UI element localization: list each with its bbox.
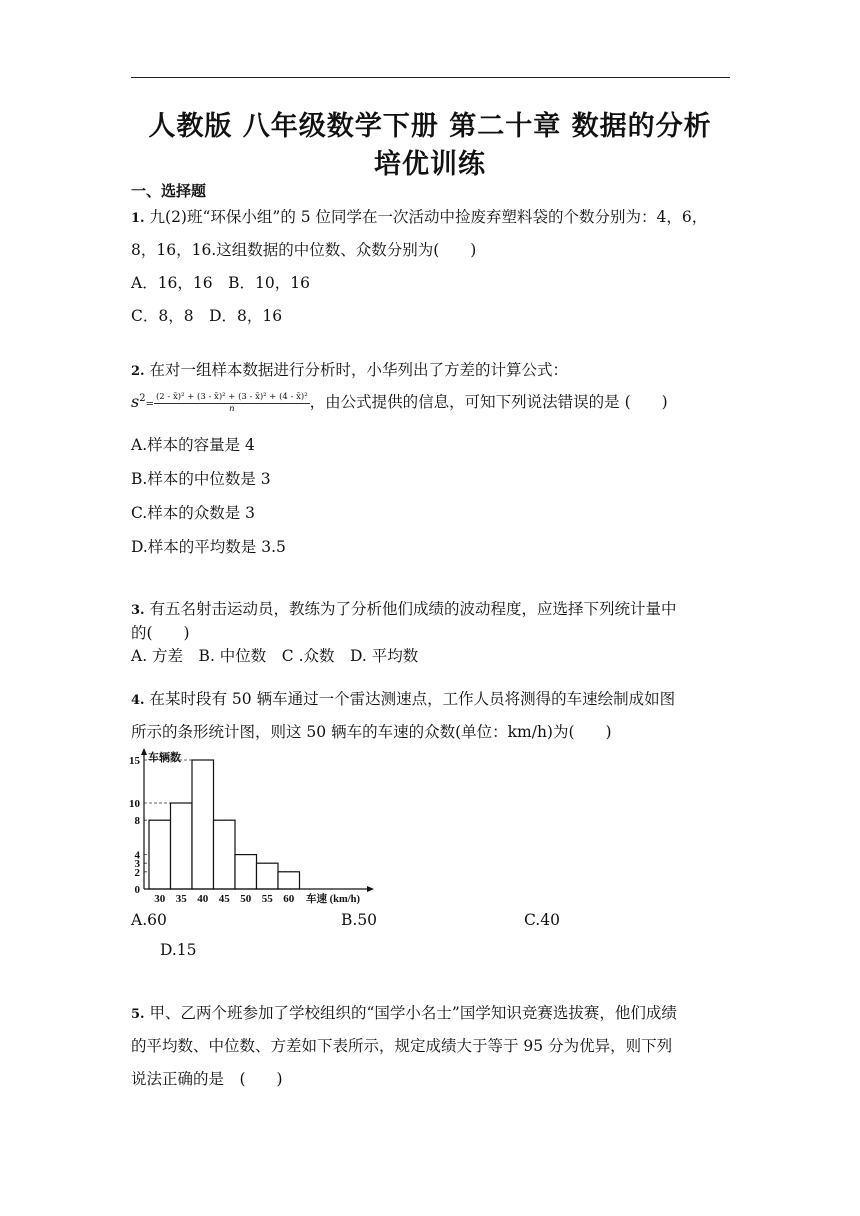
x-tick-45: 45 (218, 893, 230, 905)
q5-line2: 的平均数、中位数、方差如下表所示，规定成绩大于等于 95 分为优异，则下列 (131, 1037, 673, 1055)
bar-35 (171, 803, 193, 889)
page-subtitle: 培优训练 (374, 149, 486, 180)
formula-fraction: $\frac{\text{(2 - x̄)² + (3 - x̄)² + (3 - x̄)² + (4 - x̄)²}}{n}$ (155, 391, 308, 414)
q1-options-1: A．16，16 B．10，16 (131, 274, 310, 292)
q5-number: 5. (131, 1007, 145, 1022)
q2-option-a: A.样本的容量是 4 (131, 436, 255, 454)
y-axis-label: 车辆数 (148, 752, 181, 764)
y-tick-10: 10 (129, 798, 140, 810)
q3-line2: 的( ) (131, 624, 190, 642)
q4-line2: 所示的条形统计图，则这 50 辆车的车速的众数(单位：km/h)为( ) (131, 723, 612, 741)
y-tick-4: 4 (134, 849, 140, 862)
q1-options-2: C．8，8 D．8，16 (131, 307, 283, 325)
q1-number: 1. (131, 211, 145, 226)
q4-option-c: C.40 (524, 911, 560, 929)
q3-line1: 3. 有五名射击运动员，教练为了分析他们成绩的波动程度，应选择下列统计量中 (131, 600, 677, 618)
y-tick-8: 8 (134, 815, 140, 828)
q2-stem: 2. 在对一组样本数据进行分析时，小华列出了方差的计算公式： (131, 361, 569, 379)
bar-50 (235, 855, 257, 889)
q5-line1: 5. 甲、乙两个班参加了学校组织的“国学小名士”国学知识竞赛选拔赛，他们成绩 (131, 1004, 677, 1022)
bar-40 (192, 760, 214, 889)
page-title: 人教版 八年级数学下册 第二十章 数据的分析 (148, 111, 712, 142)
q4-option-a: A.60 (131, 911, 167, 929)
q2-option-c: C.样本的众数是 3 (131, 504, 256, 522)
bar-30 (149, 820, 171, 889)
x-axis-label: 车速 (km/h) (306, 894, 360, 905)
q4-option-d: D.15 (160, 941, 197, 959)
bar-45 (214, 820, 236, 889)
speed-bar-chart (128, 746, 378, 906)
y-tick-2: 2 (134, 866, 140, 879)
q1-line2: 8，16，16.这组数据的中位数、众数分别为( ) (131, 241, 477, 259)
y-tick-3: 3 (134, 858, 140, 871)
q2-option-d: D.样本的平均数是 3.5 (131, 538, 286, 556)
x-tick-30: 30 (154, 893, 166, 905)
q2-option-b: B.样本的中位数是 3 (131, 470, 271, 488)
q4-line1: 4. 在某时段有 50 辆车通过一个雷达测速点，工作人员将测得的车速绘制成如图 (131, 690, 676, 708)
y-axis-arrow (141, 748, 147, 755)
q2-question: ，由公式提供的信息，可知下列说法错误的是 ( ) (309, 393, 668, 411)
header-rule (131, 77, 730, 78)
x-tick-60: 60 (283, 893, 295, 905)
y-tick-0: 0 (134, 884, 140, 896)
section-heading: 一、选择题 (131, 182, 207, 200)
x-axis-arrow (367, 886, 374, 892)
q4-option-b: B.50 (341, 911, 378, 929)
x-tick-40: 40 (197, 893, 209, 905)
x-tick-50: 50 (240, 893, 252, 905)
q5-line3: 说法正确的是 ( ) (131, 1070, 283, 1088)
x-tick-55: 55 (261, 893, 273, 905)
q1-line1: 1. 九(2)班“环保小组”的 5 位同学在一次活动中捡废弃塑料袋的个数分别为：4，6， (131, 208, 708, 226)
q2-number: 2. (131, 364, 145, 379)
q4-number: 4. (131, 693, 145, 708)
bar-60 (278, 872, 300, 889)
q3-number: 3. (131, 603, 145, 618)
x-tick-35: 35 (175, 893, 187, 905)
q3-options: A. 方差 B. 中位数 C .众数 D. 平均数 (131, 647, 419, 665)
variance-formula: $s^2=$ $\frac{\text{(2 - x̄)² + (3 - x̄)² + (3 - x̄)² + (4 - x̄)²}}{n}$ ，由公式提供的信息，可知下列说法错误的是 ( ) (131, 391, 668, 414)
y-tick-15: 15 (129, 755, 140, 767)
bar-55 (257, 863, 279, 889)
